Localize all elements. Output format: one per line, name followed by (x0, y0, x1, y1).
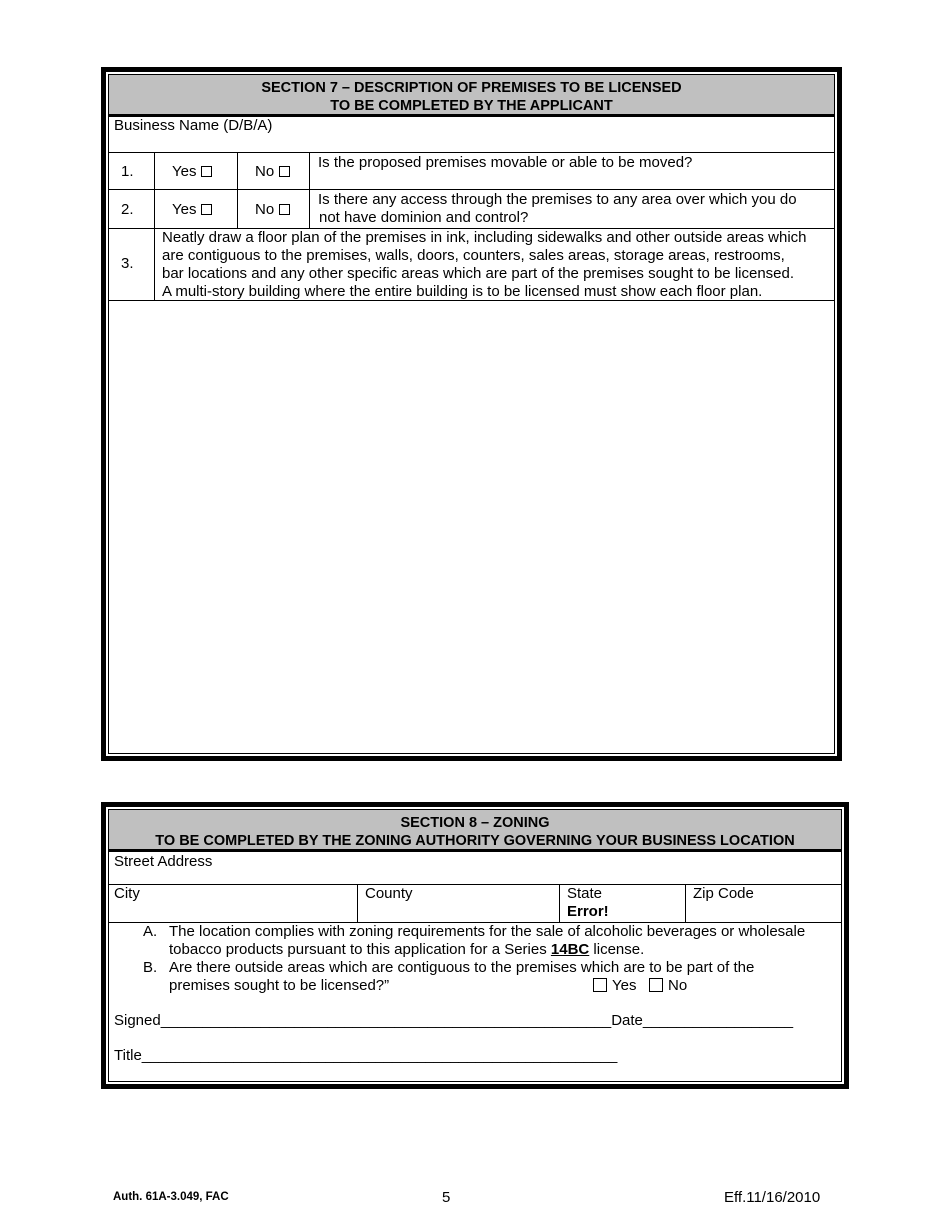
yes-label: Yes (172, 201, 197, 218)
yes-label: Yes (172, 163, 197, 180)
checkbox-no-outside-areas[interactable] (649, 978, 663, 992)
section-7-title: SECTION 7 – DESCRIPTION OF PREMISES TO BE LICENSED (261, 80, 682, 96)
no-label: No (668, 977, 688, 994)
checkbox-no-q2[interactable] (279, 204, 290, 215)
question-text: Is the proposed premises movable or able to be moved? (318, 154, 693, 171)
state-value: Error! (567, 903, 609, 920)
question-number: 1. (121, 163, 134, 180)
series-type: 14BC (550, 941, 590, 958)
q1-no-option[interactable] (255, 163, 290, 181)
title-line[interactable]: Title_________________________________________________________ (114, 1047, 618, 1064)
q2-no-option[interactable] (255, 201, 290, 219)
item-3-number: 3. (121, 255, 134, 272)
item-b-yes-option[interactable] (593, 977, 636, 995)
question-text-cont: not have dominion and control? (319, 209, 529, 226)
item-b-text: Are there outside areas which are contiguous to the premises which are to be part of the (169, 959, 755, 976)
street-address-field[interactable] (109, 852, 841, 884)
floor-plan-instruction-line: Neatly draw a floor plan of the premises in ink, including sidewalks and other outside areas which (162, 229, 807, 246)
section-7-frame (101, 67, 842, 761)
floor-plan-instruction-line: bar locations and any other specific areas which are part of the premises sought to be licensed. (162, 265, 795, 282)
item-b-no-option[interactable] (649, 977, 687, 995)
no-label: No (255, 201, 275, 218)
state-label: State (567, 885, 603, 902)
floor-plan-instruction-line: are contiguous to the premises, walls, doors, counters, sales areas, storage areas, restrooms, (162, 247, 785, 264)
section-7-header (109, 75, 834, 117)
item-b-letter: B. (143, 959, 158, 976)
checkbox-yes-outside-areas[interactable] (593, 978, 607, 992)
section-7-subtitle: TO BE COMPLETED BY THE APPLICANT (330, 98, 613, 114)
yes-label: Yes (612, 977, 637, 994)
business-name-label: Business Name (D/B/A) (114, 117, 273, 134)
q2-yes-option[interactable] (172, 201, 212, 219)
question-number: 2. (121, 201, 134, 218)
checkbox-yes-q2[interactable] (201, 204, 212, 215)
item-b-text-cont: premises sought to be licensed?” (169, 977, 390, 994)
effective-date: Eff.11/16/2010 (724, 1189, 821, 1206)
floor-plan-drawing-area[interactable] (109, 301, 834, 751)
item-a-text-post: license. (589, 941, 645, 958)
section-8-inner (108, 809, 842, 1082)
checkbox-yes-q1[interactable] (201, 166, 212, 177)
no-label: No (255, 163, 275, 180)
item-a-text-cont (169, 941, 644, 959)
floor-plan-instruction-line: A multi-story building where the entire building is to be licensed must show each floor plan. (162, 283, 763, 300)
section-7-inner (108, 74, 835, 754)
signed-date-line[interactable]: Signed______________________________________________________Date__________________ (114, 1012, 794, 1029)
checkbox-no-q1[interactable] (279, 166, 290, 177)
item-a-letter: A. (143, 923, 158, 940)
section-8-title: SECTION 8 – ZONING (400, 815, 550, 831)
street-address-label: Street Address (114, 853, 213, 870)
item-a-text-pre: tobacco products pursuant to this application for a Series (169, 941, 551, 958)
q1-yes-option[interactable] (172, 163, 212, 181)
question-text: Is there any access through the premises to any area over which you do (318, 191, 797, 208)
page-number: 5 (442, 1189, 451, 1206)
section-8-subtitle: TO BE COMPLETED BY THE ZONING AUTHORITY GOVERNING YOUR BUSINESS LOCATION (155, 833, 795, 849)
section-8-frame (101, 802, 849, 1089)
section-8-header (109, 810, 841, 852)
city-label: City (114, 885, 140, 902)
item-a-text: The location complies with zoning requirements for the sale of alcoholic beverages or wholesale (169, 923, 806, 940)
county-label: County (365, 885, 413, 902)
zip-code-label: Zip Code (693, 885, 754, 902)
footer-authority: Auth. 61A-3.049, FAC (113, 1191, 229, 1203)
